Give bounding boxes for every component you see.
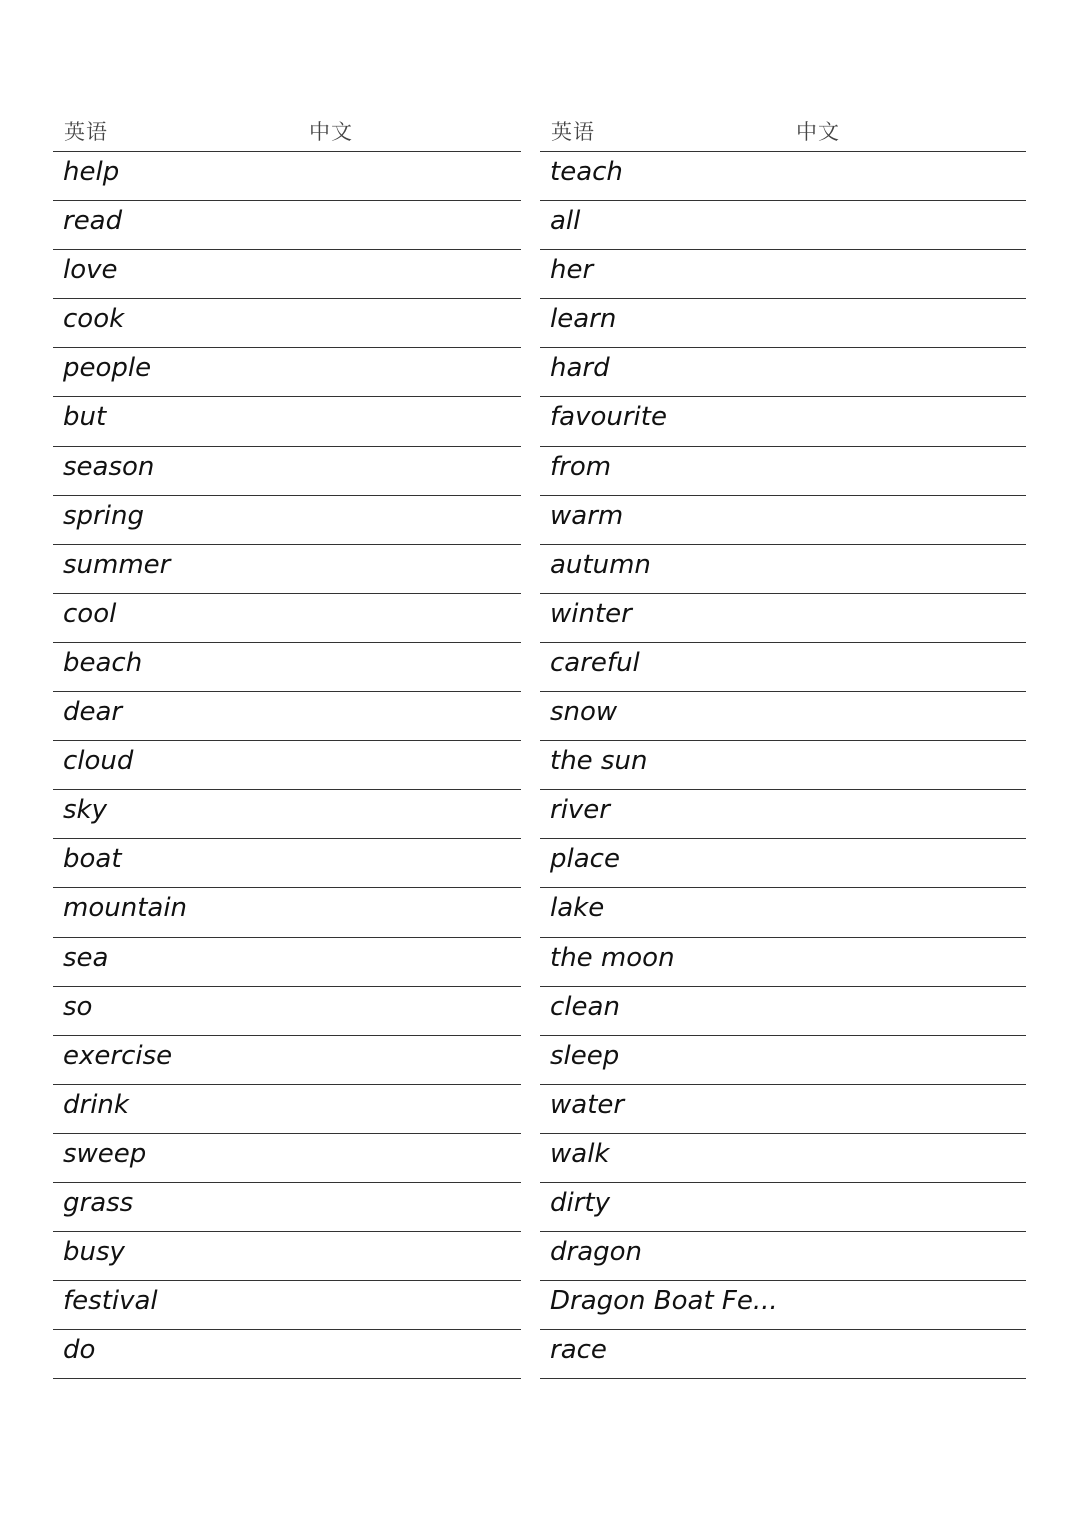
english-word: race (550, 1335, 607, 1366)
english-word: river (550, 795, 610, 826)
english-word: from (550, 451, 612, 482)
english-word: careful (550, 647, 640, 678)
word-row (540, 397, 1026, 446)
english-word: lake (550, 893, 605, 924)
english-word: do (63, 1335, 96, 1366)
word-row (540, 987, 1026, 1036)
word-row (53, 1085, 521, 1134)
word-row (53, 1330, 521, 1379)
english-word: clean (550, 991, 620, 1022)
word-row (53, 987, 521, 1036)
word-row (53, 201, 521, 250)
word-row (53, 1134, 521, 1183)
english-word: season (63, 451, 155, 482)
english-word: dirty (550, 1187, 610, 1218)
word-row (540, 299, 1026, 348)
english-word: love (63, 255, 118, 286)
word-row (540, 1183, 1026, 1232)
vocab-column-left (53, 108, 521, 1379)
english-word: beach (63, 647, 143, 678)
word-row (53, 643, 521, 692)
word-row (53, 1036, 521, 1085)
word-row (540, 1085, 1026, 1134)
english-word: walk (550, 1138, 610, 1169)
header-english: 英语 (551, 120, 595, 144)
word-row (540, 447, 1026, 496)
word-row (540, 938, 1026, 987)
word-row (53, 397, 521, 446)
word-row (540, 250, 1026, 299)
word-row (53, 447, 521, 496)
english-word: exercise (63, 1040, 173, 1071)
word-row (540, 201, 1026, 250)
english-word: read (63, 206, 123, 237)
header-chinese: 中文 (796, 120, 840, 144)
english-word: mountain (63, 893, 188, 924)
english-word: drink (63, 1089, 129, 1120)
english-word: busy (63, 1237, 125, 1268)
word-row (53, 1281, 521, 1330)
english-word: Dragon Boat Fe... (550, 1286, 778, 1317)
english-word: spring (63, 500, 144, 531)
english-word: sleep (550, 1040, 620, 1071)
english-word: favourite (550, 402, 667, 433)
word-row (53, 1232, 521, 1281)
vocab-column-right (540, 108, 1026, 1379)
word-row (540, 1134, 1026, 1183)
english-word: place (550, 844, 620, 875)
word-row (53, 1183, 521, 1232)
word-row (540, 741, 1026, 790)
column-header (540, 108, 1026, 152)
english-word: autumn (550, 549, 651, 580)
word-row (540, 1281, 1026, 1330)
word-row (540, 594, 1026, 643)
word-row (540, 1330, 1026, 1379)
word-row (53, 938, 521, 987)
word-row (540, 790, 1026, 839)
word-row (53, 348, 521, 397)
english-word: cool (63, 598, 117, 629)
english-word: the moon (550, 942, 675, 973)
english-word: help (63, 157, 120, 187)
word-row (540, 692, 1026, 741)
english-word: festival (63, 1286, 158, 1317)
word-row (540, 1232, 1026, 1281)
english-word: winter (550, 598, 632, 629)
header-english: 英语 (64, 120, 108, 144)
word-row (53, 545, 521, 594)
word-row (53, 888, 521, 937)
word-row (53, 839, 521, 888)
english-word: sweep (63, 1138, 147, 1169)
word-row (540, 839, 1026, 888)
word-row (53, 496, 521, 545)
header-chinese: 中文 (309, 120, 353, 144)
word-row (540, 888, 1026, 937)
word-row (540, 1036, 1026, 1085)
word-row (53, 790, 521, 839)
word-list-right (540, 152, 1026, 1379)
word-row (53, 692, 521, 741)
english-word: but (63, 402, 107, 433)
english-word: learn (550, 304, 617, 335)
english-word: boat (63, 844, 122, 875)
english-word: grass (63, 1187, 134, 1218)
word-row (540, 348, 1026, 397)
english-word: dragon (550, 1237, 643, 1268)
english-word: warm (550, 500, 624, 531)
english-word: summer (63, 549, 171, 580)
word-row (540, 496, 1026, 545)
word-list-left (53, 152, 521, 1379)
english-word: people (63, 353, 152, 384)
english-word: cloud (63, 746, 134, 777)
word-row (53, 299, 521, 348)
word-row (540, 643, 1026, 692)
english-word: hard (550, 353, 610, 384)
column-header (53, 108, 521, 152)
english-word: teach (550, 157, 623, 187)
english-word: cook (63, 304, 125, 335)
english-word: sea (63, 942, 109, 973)
english-word: sky (63, 795, 107, 826)
word-row (540, 152, 1026, 201)
english-word: dear (63, 697, 123, 728)
english-word: water (550, 1089, 625, 1120)
word-row (540, 545, 1026, 594)
english-word: so (63, 991, 93, 1022)
english-word: all (550, 206, 581, 237)
word-row (53, 152, 521, 201)
word-row (53, 741, 521, 790)
word-row (53, 594, 521, 643)
english-word: snow (550, 697, 618, 728)
english-word: the sun (550, 746, 648, 777)
word-row (53, 250, 521, 299)
english-word: her (550, 255, 594, 286)
